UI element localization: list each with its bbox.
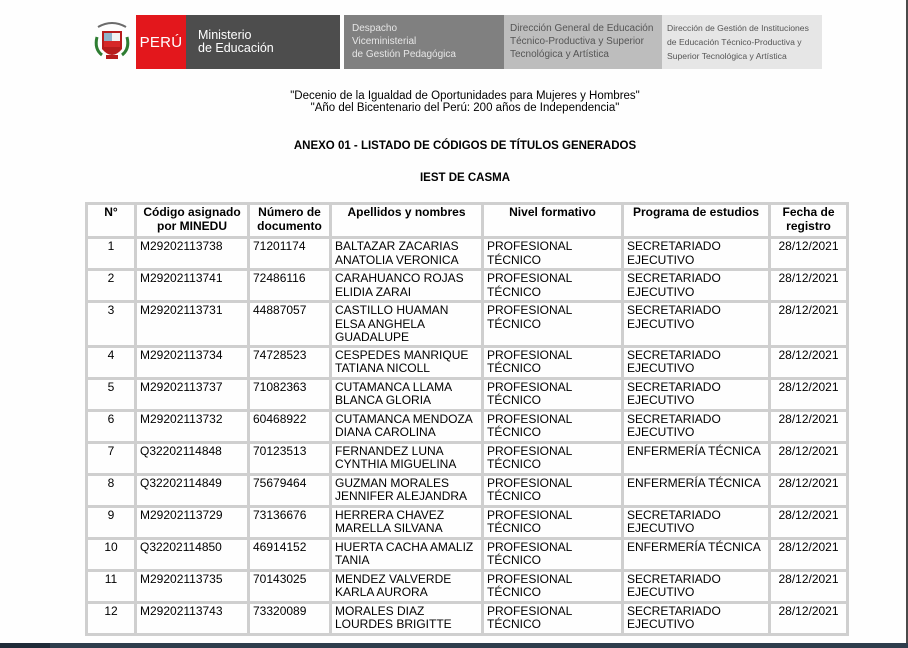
cell-code: Q32202114849 (136, 474, 249, 506)
cell-n: 8 (87, 474, 136, 506)
cell-level: PROFESIONAL TÉCNICO (483, 238, 623, 270)
cell-n: 1 (87, 238, 136, 270)
table-header-row (87, 204, 848, 238)
cell-level: PROFESIONAL TÉCNICO (483, 302, 623, 347)
cell-doc: 71082363 (249, 378, 331, 410)
cell-code: M29202113735 (136, 570, 249, 602)
cell-level: PROFESIONAL TÉCNICO (483, 442, 623, 474)
table-row (87, 442, 848, 474)
motto-line-2: "Año del Bicentenario del Perú: 200 años de Independencia" (310, 102, 620, 114)
cell-doc: 70143025 (249, 570, 331, 602)
motto-line-1: "Decenio de la Igualdad de Oportunidades para Mujeres y Hombres" (290, 90, 640, 102)
cell-name: CUTAMANCA LLAMA BLANCA GLORIA (331, 378, 483, 410)
document-title: ANEXO 01 - LISTADO DE CÓDIGOS DE TÍTULOS GENERADOS (293, 140, 637, 152)
cell-date: 28/12/2021 (770, 270, 848, 302)
cell-code: M29202113737 (136, 378, 249, 410)
institution-name: IEST DE CASMA (419, 172, 511, 184)
cell-program: SECRETARIADO EJECUTIVO (623, 238, 770, 270)
table-row (87, 238, 848, 270)
cell-name: BALTAZAR ZACARIAS ANATOLIA VERONICA (331, 238, 483, 270)
horizontal-scrollbar[interactable] (0, 643, 908, 648)
cell-n: 9 (87, 506, 136, 538)
cell-n: 2 (87, 270, 136, 302)
cell-code: M29202113741 (136, 270, 249, 302)
digest-block (662, 15, 822, 69)
header-banner (88, 15, 822, 69)
cell-doc: 75679464 (249, 474, 331, 506)
cell-doc: 74728523 (249, 346, 331, 378)
digest-line: de Educación Técnico-Productiva y (667, 37, 802, 47)
cell-level: PROFESIONAL TÉCNICO (483, 538, 623, 570)
cell-date: 28/12/2021 (770, 474, 848, 506)
cell-n: 10 (87, 538, 136, 570)
header-level: Nivel formativo (483, 204, 623, 238)
cell-name: MORALES DIAZ LOURDES BRIGITTE (331, 602, 483, 634)
table-row (87, 602, 848, 634)
cell-doc: 70123513 (249, 442, 331, 474)
cell-date: 28/12/2021 (770, 602, 848, 634)
cell-program: SECRETARIADO EJECUTIVO (623, 506, 770, 538)
cell-code: M29202113734 (136, 346, 249, 378)
header-name: Apellidos y nombres (331, 204, 483, 238)
cell-n: 5 (87, 378, 136, 410)
cell-date: 28/12/2021 (770, 570, 848, 602)
dgetp-block (504, 15, 662, 69)
cell-code: M29202113738 (136, 238, 249, 270)
table-row (87, 410, 848, 442)
table-row (87, 346, 848, 378)
cell-program: ENFERMERÍA TÉCNICA (623, 538, 770, 570)
cell-doc: 46914152 (249, 538, 331, 570)
cell-program: SECRETARIADO EJECUTIVO (623, 302, 770, 347)
cell-level: PROFESIONAL TÉCNICO (483, 270, 623, 302)
cell-level: PROFESIONAL TÉCNICO (483, 474, 623, 506)
cell-doc: 73320089 (249, 602, 331, 634)
cell-level: PROFESIONAL TÉCNICO (483, 506, 623, 538)
cell-level: PROFESIONAL TÉCNICO (483, 602, 623, 634)
table-row (87, 570, 848, 602)
cell-name: GUZMAN MORALES JENNIFER ALEJANDRA (331, 474, 483, 506)
table-row (87, 378, 848, 410)
header-document: Número de documento (249, 204, 331, 238)
cell-level: PROFESIONAL TÉCNICO (483, 570, 623, 602)
cell-code: M29202113732 (136, 410, 249, 442)
dgetp-line: Tecnológica y Artística (510, 49, 609, 60)
cell-name: FERNANDEZ LUNA CYNTHIA MIGUELINA (331, 442, 483, 474)
cell-level: PROFESIONAL TÉCNICO (483, 346, 623, 378)
table-row (87, 270, 848, 302)
cell-program: SECRETARIADO EJECUTIVO (623, 346, 770, 378)
header-date: Fecha de registro (770, 204, 848, 238)
despacho-line: de Gestión Pedagógica (352, 49, 456, 60)
cell-code: M29202113729 (136, 506, 249, 538)
digest-line: Superior Tecnológica y Artística (667, 51, 787, 61)
cell-code: Q32202114850 (136, 538, 249, 570)
cell-program: SECRETARIADO EJECUTIVO (623, 602, 770, 634)
cell-program: ENFERMERÍA TÉCNICA (623, 442, 770, 474)
cell-date: 28/12/2021 (770, 238, 848, 270)
cell-doc: 60468922 (249, 410, 331, 442)
cell-code: M29202113731 (136, 302, 249, 347)
cell-level: PROFESIONAL TÉCNICO (483, 410, 623, 442)
cell-n: 4 (87, 346, 136, 378)
motto (0, 90, 906, 114)
despacho-line: Despacho (352, 23, 398, 34)
dgetp-line: Técnico-Productiva y Superior (510, 36, 644, 47)
cell-name: CASTILLO HUAMAN ELSA ANGHELA GUADALUPE (331, 302, 483, 347)
cell-doc: 73136676 (249, 506, 331, 538)
table-row (87, 474, 848, 506)
scrollbar-thumb[interactable] (50, 643, 908, 648)
ministry-line-1: Ministerio (198, 28, 252, 42)
dgetp-line: Dirección General de Educación (510, 23, 654, 34)
header-program: Programa de estudios (623, 204, 770, 238)
cell-date: 28/12/2021 (770, 538, 848, 570)
cell-n: 6 (87, 410, 136, 442)
cell-program: SECRETARIADO EJECUTIVO (623, 570, 770, 602)
coat-of-arms-icon (88, 15, 136, 69)
ministry-line-2: de Educación (198, 41, 274, 55)
cell-program: SECRETARIADO EJECUTIVO (623, 410, 770, 442)
cell-program: ENFERMERÍA TÉCNICA (623, 474, 770, 506)
cell-doc: 72486116 (249, 270, 331, 302)
cell-doc: 71201174 (249, 238, 331, 270)
cell-n: 7 (87, 442, 136, 474)
cell-date: 28/12/2021 (770, 506, 848, 538)
cell-name: HUERTA CACHA AMALIZ TANIA (331, 538, 483, 570)
despacho-block (344, 15, 504, 69)
cell-code: Q32202114848 (136, 442, 249, 474)
despacho-line: Viceministerial (352, 36, 417, 47)
cell-program: SECRETARIADO EJECUTIVO (623, 270, 770, 302)
cell-name: CARAHUANCO ROJAS ELIDIA ZARAI (331, 270, 483, 302)
table-row (87, 302, 848, 347)
cell-level: PROFESIONAL TÉCNICO (483, 378, 623, 410)
cell-program: SECRETARIADO EJECUTIVO (623, 378, 770, 410)
cell-n: 12 (87, 602, 136, 634)
cell-code: M29202113743 (136, 602, 249, 634)
cell-date: 28/12/2021 (770, 378, 848, 410)
cell-name: CESPEDES MANRIQUE TATIANA NICOLL (331, 346, 483, 378)
header-code: Código asignado por MINEDU (136, 204, 249, 238)
digest-line: Dirección de Gestión de Instituciones (667, 23, 809, 33)
cell-doc: 44887057 (249, 302, 331, 347)
header-n: N° (87, 204, 136, 238)
cell-date: 28/12/2021 (770, 346, 848, 378)
table-row (87, 538, 848, 570)
cell-name: CUTAMANCA MENDOZA DIANA CAROLINA (331, 410, 483, 442)
cell-name: MENDEZ VALVERDE KARLA AURORA (331, 570, 483, 602)
cell-n: 3 (87, 302, 136, 347)
peru-brand: PERÚ (136, 15, 186, 69)
cell-date: 28/12/2021 (770, 302, 848, 347)
ministry-brand (186, 15, 340, 69)
titles-table (85, 202, 849, 636)
cell-date: 28/12/2021 (770, 442, 848, 474)
cell-name: HERRERA CHAVEZ MARELLA SILVANA (331, 506, 483, 538)
cell-n: 11 (87, 570, 136, 602)
table-row (87, 506, 848, 538)
cell-date: 28/12/2021 (770, 410, 848, 442)
